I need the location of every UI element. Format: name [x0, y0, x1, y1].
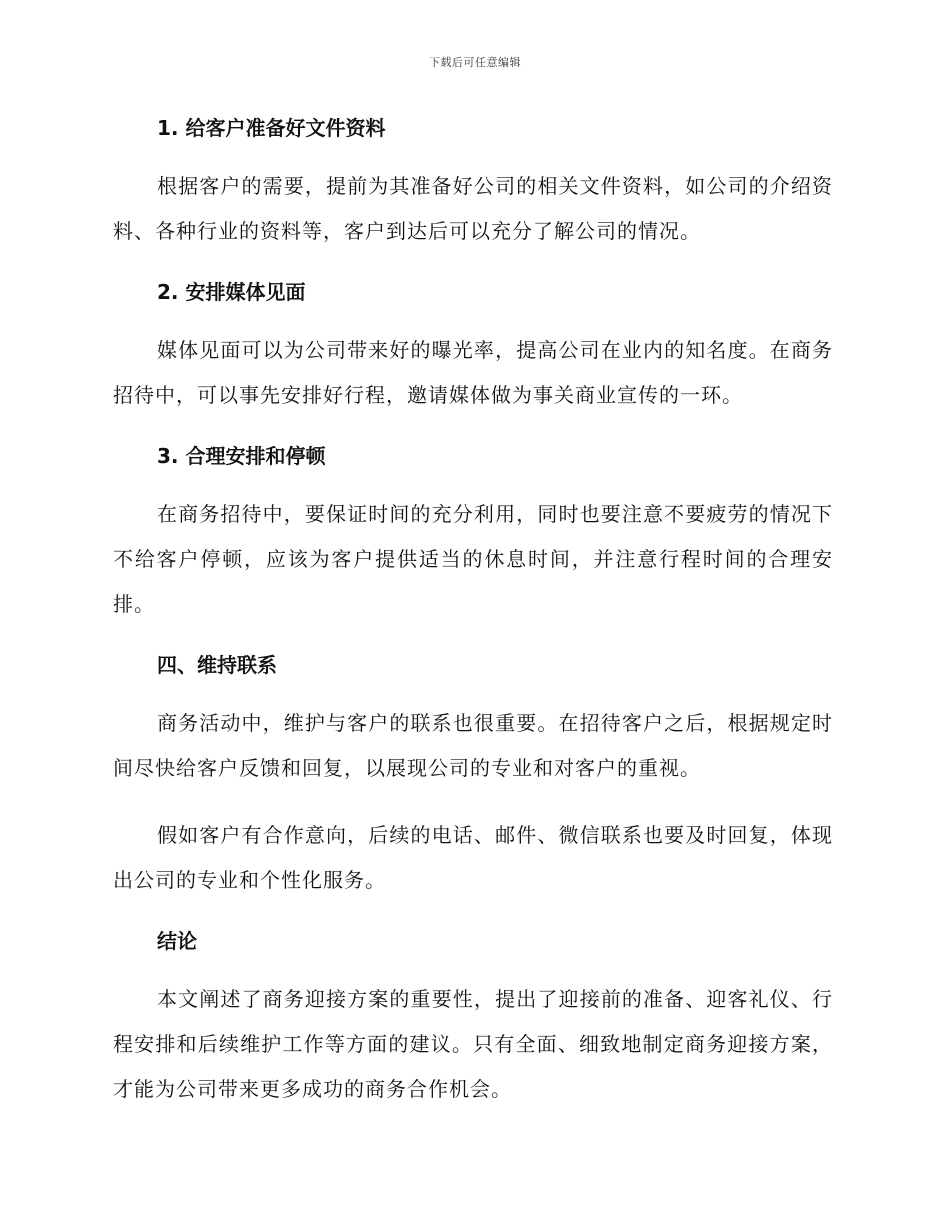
section-paragraph: 商务活动中，维护与客户的联系也很重要。在招待客户之后，根据规定时间尽快给客户反馈和回复，以展现公司的专业和对客户的重视。 — [113, 711, 833, 780]
section-heading: 2. 安排媒体见面 — [157, 280, 306, 304]
section-heading: 3. 合理安排和停顿 — [157, 444, 326, 468]
header-note: 下载后可任意编辑 — [429, 56, 521, 69]
section-heading: 四、维持联系 — [157, 653, 277, 677]
section-3 — [113, 440, 833, 649]
section-heading: 结论 — [157, 929, 197, 953]
section-heading: 1. 给客户准备好文件资料 — [157, 116, 386, 140]
section-paragraph: 根据客户的需要，提前为其准备好公司的相关文件资料，如公司的介绍资料、各种行业的资料等，客户到达后可以充分了解公司的情况。 — [113, 174, 833, 243]
section-2 — [113, 276, 833, 440]
section-paragraph: 媒体见面可以为公司带来好的曝光率，提高公司在业内的知名度。在商务招待中，可以事先安排好行程，邀请媒体做为事关商业宣传的一环。 — [113, 338, 833, 407]
section-conclusion — [113, 925, 833, 1112]
section-4 — [113, 649, 833, 925]
section-paragraph: 假如客户有合作意向，后续的电话、邮件、微信联系也要及时回复，体现出公司的专业和个性化服务。 — [113, 823, 833, 892]
document-body — [113, 112, 833, 1112]
section-paragraph: 本文阐述了商务迎接方案的重要性，提出了迎接前的准备、迎客礼仪、行程安排和后续维护工作等方面的建议。只有全面、细致地制定商务迎接方案，才能为公司带来更多成功的商务合作机会。 — [113, 987, 833, 1101]
section-paragraph: 在商务招待中，要保证时间的充分利用，同时也要注意不要疲劳的情况下不给客户停顿，应该为客户提供适当的休息时间，并注意行程时间的合理安排。 — [113, 502, 833, 616]
section-1 — [113, 112, 833, 276]
